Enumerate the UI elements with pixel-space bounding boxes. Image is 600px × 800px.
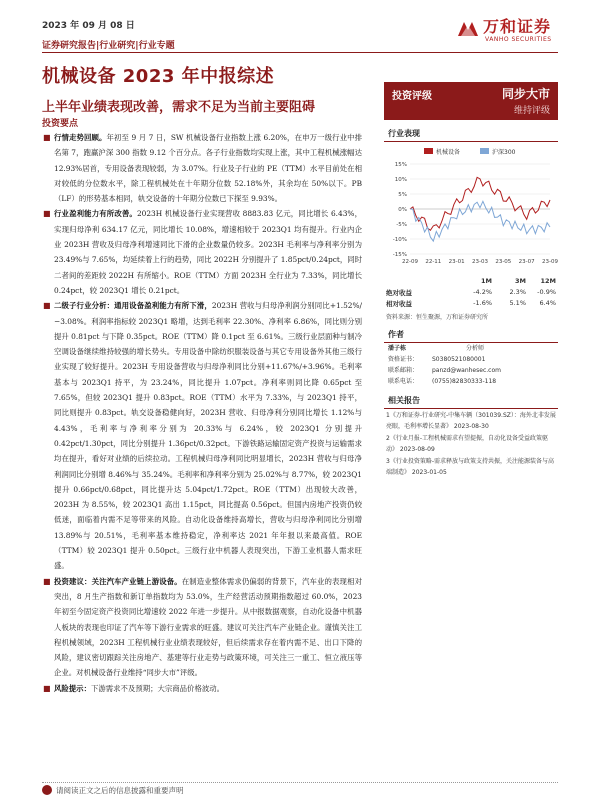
bullet-icon: ■: [43, 576, 51, 586]
author-detail-row: [386, 365, 558, 376]
author-section-header: [384, 327, 558, 343]
report-subtitle: 上半年业绩表现改善，需求不足为当前主要阻碍: [42, 100, 316, 115]
rating-label: 投资评级: [392, 91, 432, 102]
series-line: [410, 201, 550, 241]
table-cell: -4.2%: [473, 288, 492, 296]
bullet-icon: ■: [43, 683, 51, 693]
related-report-link[interactable]: 2《行业月报-工程机械需求有望提振，自动化设备受益政策驱动》 2023-08-09: [386, 435, 548, 453]
company-logo: [455, 14, 565, 54]
table-header-cell: 1M: [481, 277, 492, 285]
data-source-note: 资料来源：恒生聚源，万和证券研究所: [386, 314, 489, 321]
paragraph-investment-advice: [42, 574, 362, 681]
rating-status: 维持评级: [513, 106, 550, 116]
logo-subtext: VANHO SECURITIES: [485, 36, 552, 43]
y-tick-label: -15%: [392, 252, 407, 258]
row-label: 绝对收益: [386, 289, 412, 297]
detail-key: 资格证书：: [388, 356, 419, 363]
paragraph-text: 2023H 机械设备行业实现营收 8883.83 亿元，同比增长 6.43%，实现归母净利 634.17 亿元，同比增长 10.08%，增速相较于 2023Q1 均有提升。行业内企业 2023H 营收及归母净利增速同比下滑的企业数量仍较多。2023H 毛利率与净利率分别为 23.49%与 7.65%，均延续着上行的趋势，同比 2022H 分别提升了 1.85pct/0.24pct，同时二者间的差距较 2022H 有所缩小。ROE（TTM）方面 2023H 全行业为 7.33%，同比增长 0.24pct，较 2023Q1 增长 0.21pct。: [54, 209, 362, 295]
footer-bullet-icon: [42, 785, 52, 795]
key-points-label: 投资要点: [42, 119, 79, 129]
legend-label: 机械设备: [436, 149, 461, 156]
paragraph-lead: 行业盈利能力有所改善。: [54, 209, 137, 219]
legend-swatch: [480, 148, 489, 154]
table-cell: 5.1%: [509, 299, 526, 307]
table-cell: 6.4%: [539, 299, 556, 307]
x-tick-label: 22-11: [425, 259, 442, 265]
y-tick-label: 0%: [398, 207, 407, 213]
paragraph-lead: 二级子行业分析：通用设备盈利能力有所下滑，: [54, 301, 212, 311]
y-tick-label: -5%: [396, 222, 407, 228]
author-name: 潘子栋: [388, 345, 407, 352]
author-detail-row: [386, 354, 558, 365]
x-tick-label: 22-09: [402, 259, 418, 265]
legend-swatch: [424, 148, 433, 154]
author-detail-row: [386, 376, 558, 387]
performance-table: [384, 276, 558, 321]
report-body: [42, 130, 362, 696]
footer-disclaimer: 请阅读正文之后的信息披露和重要声明: [56, 786, 184, 795]
table-cell: 2.3%: [509, 288, 526, 296]
related-section-header: [384, 393, 558, 409]
logo-mark-icon: [455, 16, 481, 42]
detail-key: 联系电话：: [388, 378, 419, 385]
series-line: [410, 177, 550, 230]
report-type: 证券研究报告|行业研究|行业专题: [42, 41, 175, 51]
paragraph-market-review: [42, 130, 362, 206]
paragraph-lead: 行情走势回顾。: [54, 133, 107, 142]
paragraph-text: 年初至 9 月 7 日，SW 机械设备行业指数上涨 6.20%，在申万一级行业中排名第 7，跑赢沪深 300 指数 9.12 个百分点。各子行业指数均实现上涨，其中工程机械涨幅达 12.93%居首，专用设备表现较弱，为 3.07%。行业及子行业的 PE（TTM）水平目前处在相对较低的分位数水平，除工程机械处在十年期分位数 52.18%外，其余均在 50%以下。PB（LF）的形势基本相同，轨交设备的十年期分位数已下探至 9.93%。: [54, 133, 362, 204]
x-tick-label: 23-07: [518, 259, 535, 265]
paragraph-sub-industry: [42, 298, 362, 573]
y-tick-label: 5%: [398, 192, 407, 198]
x-tick-label: 23-09: [542, 259, 558, 265]
paragraph-risk: [42, 681, 362, 696]
performance-chart-svg: [384, 142, 558, 274]
table-row: [384, 287, 558, 298]
table-row: [384, 298, 558, 309]
paragraph-text: 在制造业整体需求仍偏弱的背景下，汽车业的表现相对突出，8 月生产指数和新订单指数均为 53.0%，生产经营活动预期指数超过 60.0%，2023 年初至今固定资产投资同比增速较 2022 年进一步提升。从中报数据观察，自动化设备中机器人板块的表现也印证了汽车等下游行业需求的旺盛。建议可关注汽车产业链企业。谨慎关注工程机械领域，2023H 工程机械行业业绩表现较好，但后续需求存在着内需不足、出口下降的风险，建议密切跟踪关注房地产、基建等行业走势与政策环境，可关注三一重工、恒立液压等企业。对机械设备行业维持“同步大市”评级。: [54, 576, 362, 678]
table-cell: -0.9%: [537, 288, 556, 296]
author-name-row: [386, 343, 558, 354]
footer-divider: [42, 782, 558, 783]
rating-banner: [384, 82, 558, 120]
bullet-icon: ■: [43, 209, 51, 219]
section-title: 行业表现: [388, 129, 420, 138]
sidebar: [384, 82, 558, 480]
x-tick-label: 23-03: [472, 259, 488, 265]
report-title: 机械设备 2023 年中报综述: [42, 66, 275, 87]
author-role: 分析师: [466, 345, 485, 352]
table-cell: -1.6%: [473, 299, 492, 307]
table-header-row: [384, 276, 558, 287]
rating-value: 同步大市: [501, 87, 550, 101]
bullet-icon: ■: [43, 301, 51, 311]
performance-section-header: [384, 126, 558, 142]
y-tick-label: 15%: [394, 162, 407, 168]
detail-key: 联系邮箱：: [388, 367, 419, 374]
detail-value: S0380521080001: [432, 356, 486, 363]
author-email-link[interactable]: panzd@wanhesec.com: [432, 367, 501, 374]
related-reports-list: [384, 409, 558, 478]
x-tick-label: 23-05: [495, 259, 512, 265]
table-header-cell: 3M: [515, 277, 526, 285]
performance-chart: [384, 142, 558, 274]
table-header-cell: 12M: [540, 277, 556, 285]
y-tick-label: -10%: [392, 237, 407, 243]
x-tick-label: 23-01: [448, 259, 465, 265]
paragraph-profitability: [42, 206, 362, 298]
author-info: [384, 343, 558, 387]
detail-value: (0755)82830333-118: [432, 378, 497, 385]
bullet-icon: ■: [43, 133, 51, 142]
section-title: 相关报告: [388, 396, 420, 405]
paragraph-text: 下游需求不及预期；大宗商品价格波动。: [90, 683, 225, 693]
paragraph-lead: 投资建议：关注汽车产业链上游设备。: [54, 576, 182, 586]
y-tick-label: 10%: [394, 177, 407, 183]
section-title: 作者: [388, 330, 404, 339]
legend-label: 沪深300: [492, 149, 516, 156]
logo-text: 万和证券: [483, 17, 552, 36]
paragraph-lead: 风险提示：: [54, 683, 91, 693]
report-date: 2023 年 09 月 08 日: [42, 21, 135, 31]
paragraph-text: 2023H 营收与归母净利润分别同比+1.52%/−3.08%。利润率指标较 2023Q1 略增，达到毛利率 22.30%、净利率 6.86%，同比则分别提升 0.81pct 与下降 0.35pct。ROE（TTM）降 0.1pct 至 6.61%。三级行业层面种与制冷空调设备继续维持较强的增长势头。专用设备中除纺织服装设备与其它专用设备外其他三级行业实现了较好提升。2023H 专用设备营收与归母净利同比分别+11.67%/+3.96%。毛利率基本与 2023Q1 持平，为 23.24%，同比提升 1.07pct。净利率则同比降 0.65pct 至 7.65%，但较 2023Q1 提升 0.83pct。ROE（TTM）水平为 7.33%，与 2023Q1 持平，同比则提升 0.83pct。轨交设备稳健向好，2023H 营收、归母净利分别同比增长 1.12%与 4.43%，毛利率与净利率分别为 20.33%与 6.24%，较 2023Q1 分别提升 0.42pct/1.30pct，同比分别提升 1.36pct/0.32pct。下游铁路运输固定资产投资与运输需求均在提升，看好对业绩的后续拉动。工程机械归母净利同比明显增长，2023H 营收与归母净利润同比分别增 8.46%与 35.24%。毛利率和净利率分别为 25.02%与 8.77%，较 2023Q1 提升 0.66pct/0.68pct，同比提升达 5.04pct/1.72pct。ROE（TTM）出现较大改善，2023H 为 8.55%，较 2023Q1 高出 1.15pct，同比提高 0.56pct。但国内房地产投资仍较低迷，面临着内需不足等带来的风险。自动化设备维持高增长，营收与归母净利同比分别增 13.89%与 20.51%，毛利率基本维持稳定，净利率达 2021 年年报以来最高值。ROE（TTM）较 2023Q1 提升 0.50pct。三级行业中机器人表现突出，下游工业机器人需求旺盛。: [54, 301, 362, 571]
row-label: 相对收益: [386, 300, 412, 308]
related-report-link[interactable]: 1《万和证券-行业研究-中集车辆（301039.SZ）：海外北非发展亮眼，毛利率增长显著》 2023-08-30: [386, 412, 556, 430]
related-report-link[interactable]: 3《行业投资策略-需求释放与政策支持共振，关注能源装备与高端制造》 2023-01-05: [386, 458, 554, 476]
